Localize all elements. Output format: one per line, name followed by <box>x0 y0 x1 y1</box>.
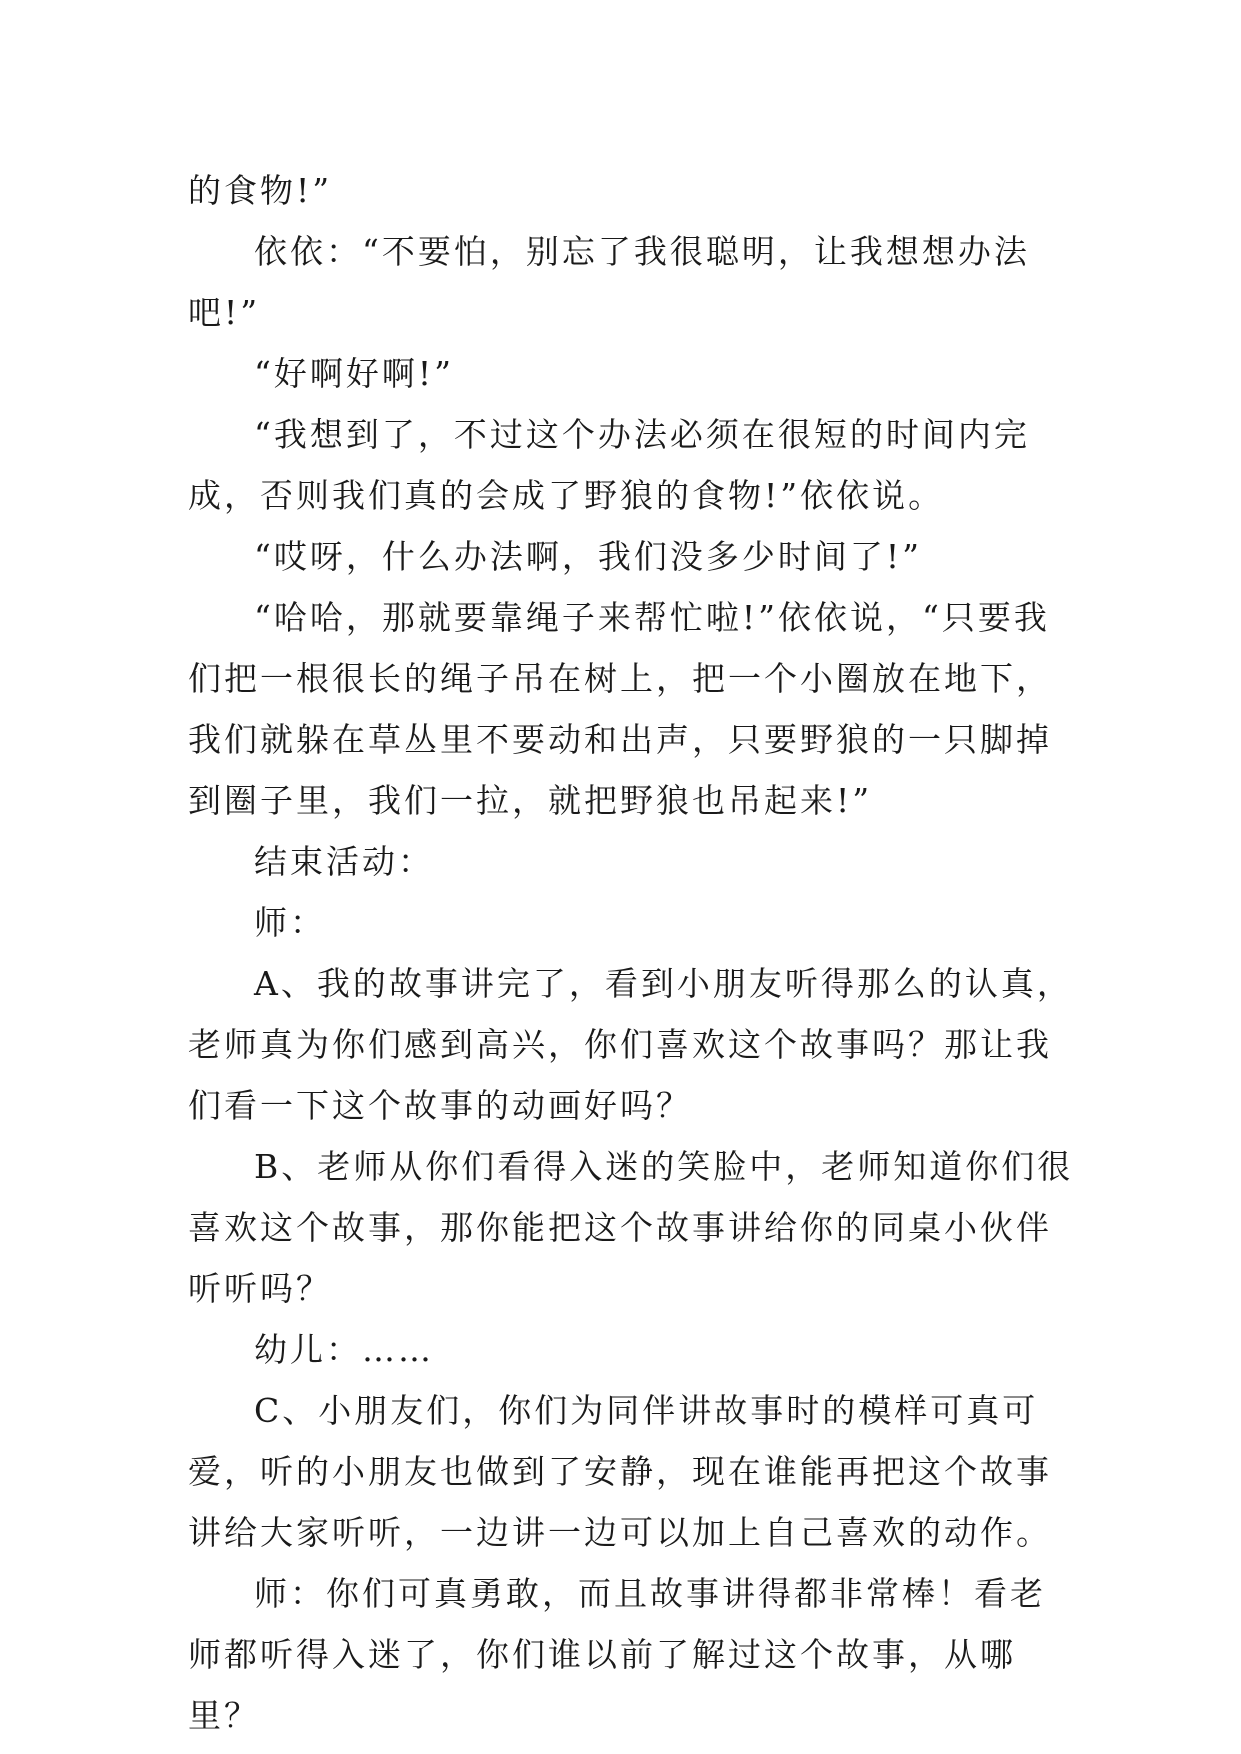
paragraph-10: 幼儿：…… <box>254 1330 434 1369</box>
paragraph-4: “哎呀，什么办法啊，我们没多少时间了!” <box>254 537 923 576</box>
paragraph-6: 结束活动： <box>254 842 434 881</box>
paragraph-7: 师： <box>254 903 326 942</box>
paragraph-1: 依依：“不要怕，别忘了我很聪明，让我想想办法吧!” <box>188 232 1030 332</box>
paragraph-5: “哈哈，那就要靠绳子来帮忙啦!”依依说，“只要我们把一根很长的绳子吊在树上，把一个小圈放在地下，我们就躲在草丛里不要动和出声，只要野狼的一只脚掉到圈子里，我们一拉，就把野狼也吊起来!” <box>188 598 1052 820</box>
paragraph-12: 师：你们可真勇敢，而且故事讲得都非常棒！看老师都听得入迷了，你们谁以前了解过这个故事，从哪里？ <box>188 1574 1046 1735</box>
paragraph-2: “好啊好啊!” <box>254 354 455 393</box>
paragraph-8: A、我的故事讲完了，看到小朋友听得那么的认真，老师真为你们感到高兴，你们喜欢这个故事吗？那让我们看一下这个故事的动画好吗？ <box>188 964 1073 1125</box>
paragraph-9: B、老师从你们看得入迷的笑脸中，老师知道你们很喜欢这个故事，那你能把这个故事讲给你的同桌小伙伴听听吗？ <box>188 1147 1074 1308</box>
paragraph-3: “我想到了，不过这个办法必须在很短的时间内完成，否则我们真的会成了野狼的食物!”依依说。 <box>188 415 1030 515</box>
document-body <box>188 160 1078 1746</box>
paragraph-0: 的食物!” <box>188 171 333 210</box>
paragraph-11: C、小朋友们，你们为同伴讲故事时的模样可真可爱，听的小朋友也做到了安静，现在谁能再把这个故事讲给大家听听，一边讲一边可以加上自己喜欢的动作。 <box>188 1391 1052 1552</box>
